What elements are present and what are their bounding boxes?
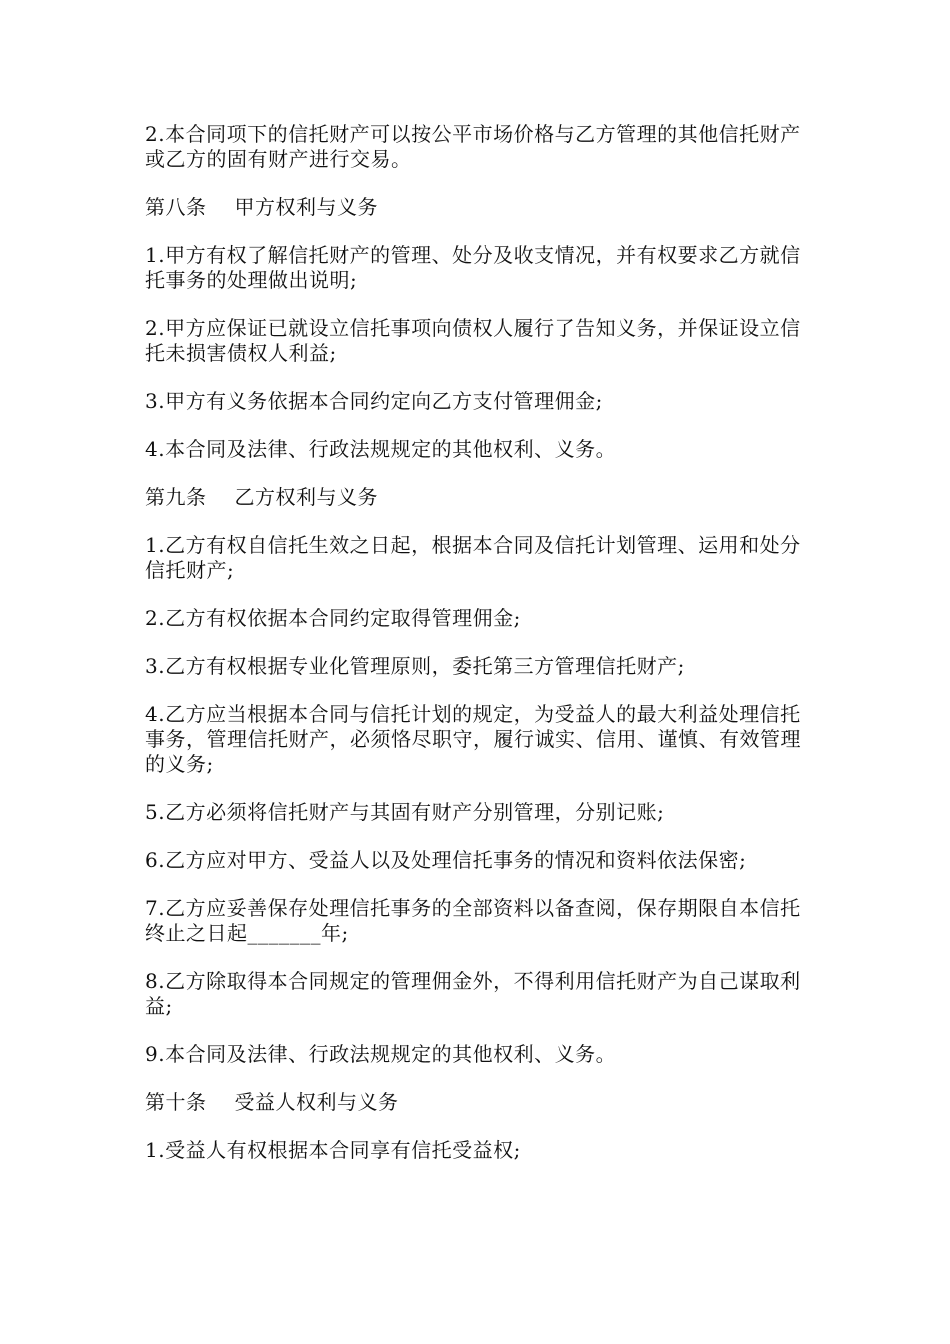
article-9-item-3: 3.乙方有权根据专业化管理原则，委托第三方管理信托财产;: [145, 654, 685, 678]
article-9-item-5: 5.乙方必须将信托财产与其固有财产分别管理，分别记账;: [145, 800, 665, 824]
article-8-item-4: 4.本合同及法律、行政法规规定的其他权利、义务。: [145, 437, 617, 461]
article-8-item-3: 3.甲方有义务依据本合同约定向乙方支付管理佣金;: [145, 389, 603, 413]
article-9-item-1: 1.乙方有权自信托生效之日起，根据本合同及信托计划管理、运用和处分信托财产;: [145, 533, 801, 582]
article-9-heading: [145, 485, 810, 510]
article-8-number: 第八条: [145, 195, 207, 219]
article-9-number: 第九条: [145, 485, 207, 509]
article-9-item-7: 7.乙方应妥善保存处理信托事务的全部资料以备查阅，保存期限自本信托终止之日起_______年;: [145, 896, 801, 945]
article-9-item-9: 9.本合同及法律、行政法规规定的其他权利、义务。: [145, 1042, 617, 1066]
article-10-heading: [145, 1090, 810, 1115]
article-8-item-1: 1.甲方有权了解信托财产的管理、处分及收支情况，并有权要求乙方就信托事务的处理做出说明;: [145, 243, 801, 292]
article-10-number: 第十条: [145, 1090, 207, 1114]
article-9-item-8: 8.乙方除取得本合同规定的管理佣金外，不得利用信托财产为自己谋取利益;: [145, 969, 801, 1018]
article-9-item-2: 2.乙方有权依据本合同约定取得管理佣金;: [145, 606, 521, 630]
article-10-item-1: 1.受益人有权根据本合同享有信托受益权;: [145, 1138, 521, 1162]
article-9-title: 乙方权利与义务: [234, 485, 378, 509]
article-8-title: 甲方权利与义务: [234, 195, 378, 219]
article-9-item-4: 4.乙方应当根据本合同与信托计划的规定，为受益人的最大利益处理信托事务，管理信托财产，必须恪尽职守，履行诚实、信用、谨慎、有效管理的义务;: [145, 702, 801, 776]
article-8-heading: [145, 195, 810, 220]
article-9-item-6: 6.乙方应对甲方、受益人以及处理信托事务的情况和资料依法保密;: [145, 848, 747, 872]
document-page: [145, 122, 810, 1186]
article-10-title: 受益人权利与义务: [234, 1090, 399, 1114]
article-8-item-2: 2.甲方应保证已就设立信托事项向债权人履行了告知义务，并保证设立信托未损害债权人利益;: [145, 316, 801, 365]
clause-7-item-2: 2.本合同项下的信托财产可以按公平市场价格与乙方管理的其他信托财产或乙方的固有财产进行交易。: [145, 122, 801, 171]
